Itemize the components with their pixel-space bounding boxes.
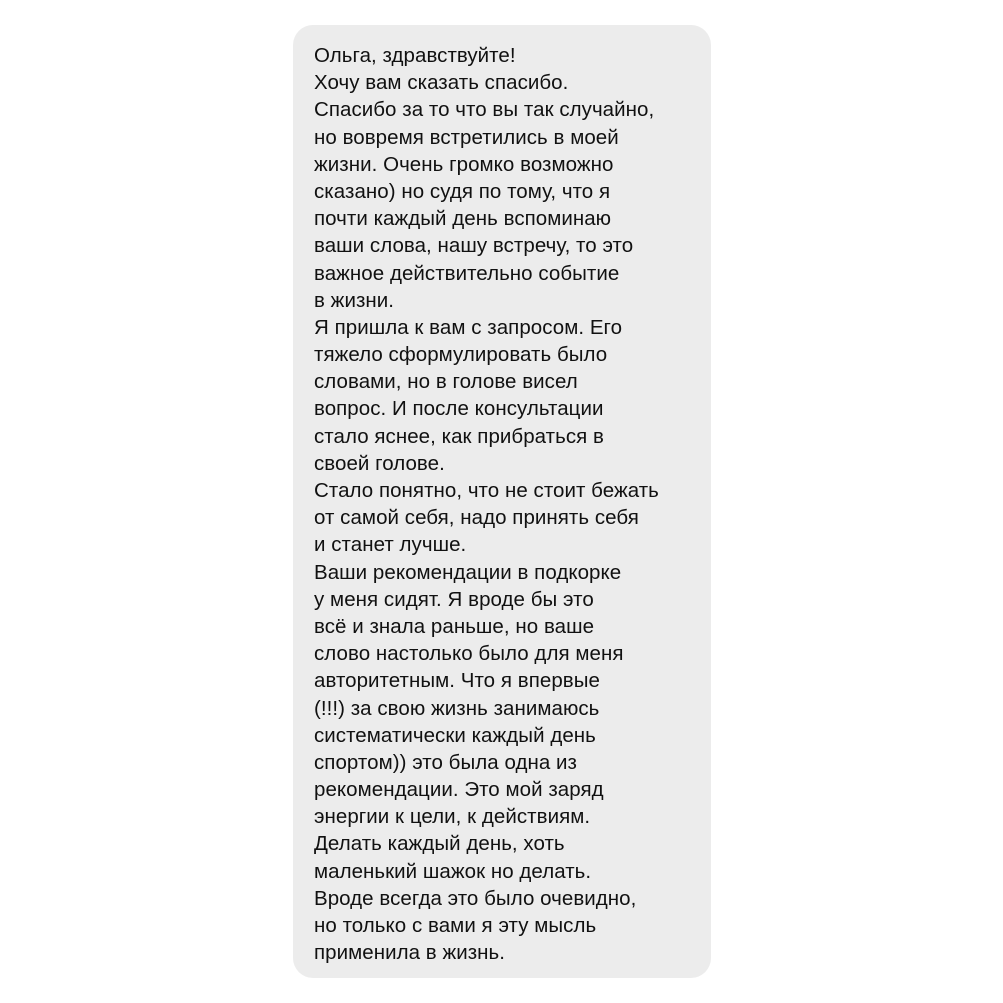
message-line: и станет лучше. [314, 533, 467, 557]
message-line: Спасибо за то что вы так случайно, [314, 98, 655, 122]
message-line: стало яснее, как прибраться в [314, 424, 604, 448]
message-line: авторитетным. Что я впервые [314, 669, 600, 693]
message-line: энергии к цели, к действиям. [314, 805, 591, 829]
message-line: важное действительно событие [314, 261, 620, 285]
message-line: Вроде всегда это было очевидно, [314, 886, 637, 910]
message-line: ваши слова, нашу встречу, то это [314, 234, 634, 258]
message-line: всё и знала раньше, но ваше [314, 614, 595, 638]
message-line: сказано) но судя по тому, что я [314, 179, 611, 203]
message-line: Я пришла к вам с запросом. Его [314, 315, 623, 339]
message-line: спортом)) это была одна из [314, 750, 577, 774]
message-text [314, 42, 693, 966]
message-line: применила в жизнь. [314, 941, 506, 965]
message-line: Ольга, здравствуйте! [314, 44, 516, 67]
message-line: систематически каждый день [314, 723, 596, 747]
message-line: в жизни. [314, 288, 395, 312]
message-line: почти каждый день вспоминаю [314, 207, 612, 231]
message-line: Делать каждый день, хоть [314, 832, 565, 856]
message-line: рекомендации. Это мой заряд [314, 778, 604, 802]
message-line: от самой себя, надо принять себя [314, 506, 639, 530]
message-line: но вовремя встретились в моей [314, 125, 619, 149]
message-line: Ваши рекомендации в подкорке [314, 560, 622, 584]
message-line: у меня сидят. Я вроде бы это [314, 587, 594, 611]
message-line: слово настолько было для меня [314, 642, 624, 666]
message-line: жизни. Очень громко возможно [314, 152, 614, 176]
message-line: своей голове. [314, 451, 445, 475]
message-line: Стало понятно, что не стоит бежать [314, 479, 659, 502]
message-line: словами, но в голове висел [314, 370, 578, 394]
message-line: вопрос. И после консультации [314, 397, 604, 421]
message-bubble[interactable] [293, 25, 711, 978]
message-line: Хочу вам сказать спасибо. [314, 71, 569, 95]
message-line: но только с вами я эту мысль [314, 914, 597, 937]
message-line: тяжело сформулировать было [314, 343, 608, 367]
message-line: маленький шажок но делать. [314, 859, 592, 883]
message-line: (!!!) за свою жизнь занимаюсь [314, 696, 600, 720]
